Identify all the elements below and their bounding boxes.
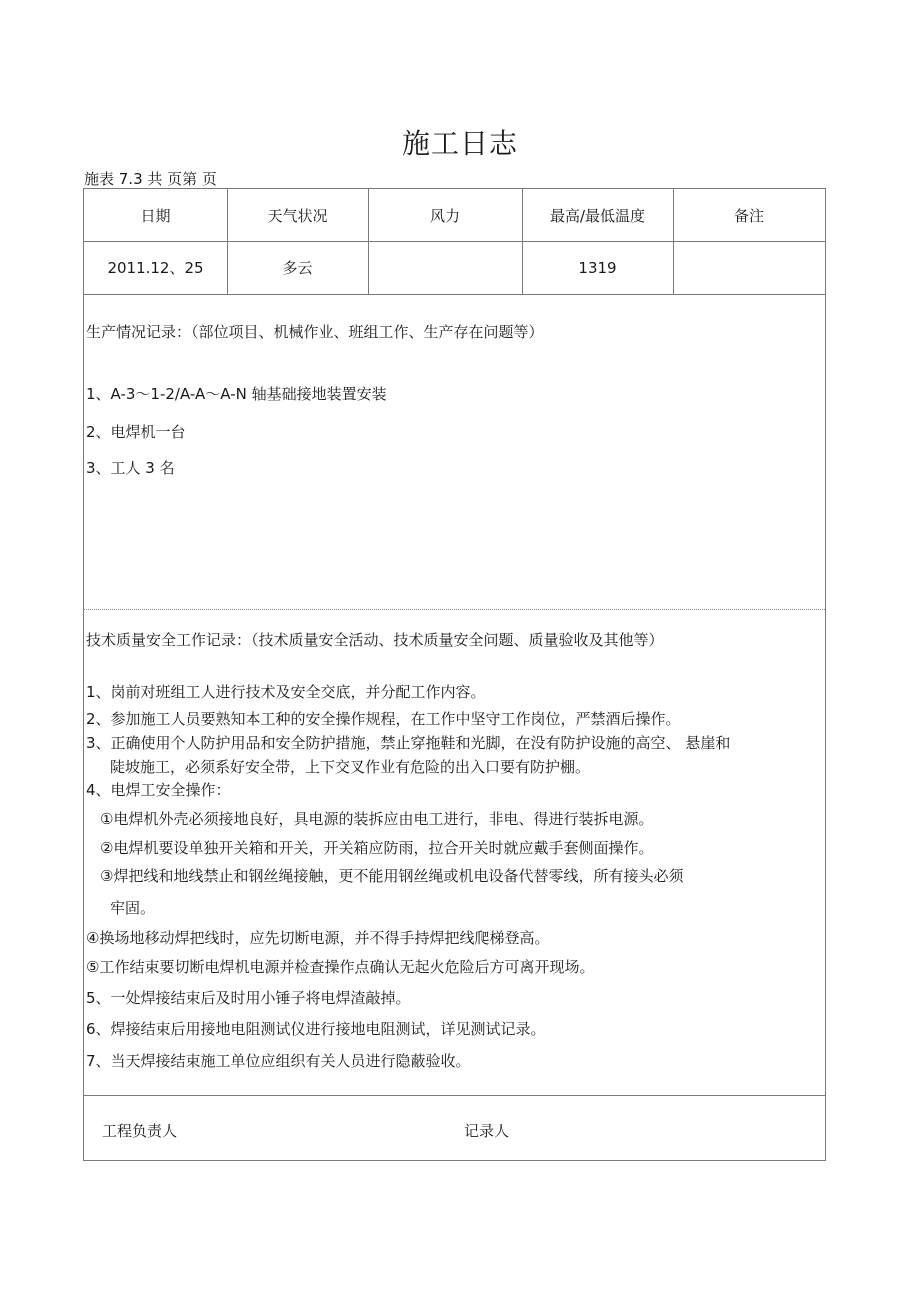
quality-line: 6、焊接结束后用接地电阻测试仪进行接地电阻测试，详见测试记录。 bbox=[86, 1020, 546, 1038]
value-weather: 多云 bbox=[282, 259, 313, 277]
header-temperature: 最高/最低温度 bbox=[549, 206, 646, 225]
production-item: 2、电焊机一台 bbox=[86, 423, 186, 441]
header-weather: 天气状况 bbox=[267, 206, 328, 225]
quality-heading: 技术质量安全工作记录：（技术质量安全活动、技术质量安全问题、质量验收及其他等） bbox=[86, 631, 664, 649]
value-date: 2011.12、25 bbox=[107, 259, 204, 277]
value-wind bbox=[368, 241, 522, 294]
row-divider bbox=[84, 294, 825, 295]
quality-line: 牢固。 bbox=[110, 899, 156, 917]
quality-line: 7、当天焊接结束施工单位应组织有关人员进行隐蔽验收。 bbox=[86, 1052, 471, 1070]
quality-line: ②电焊机要设单独开关箱和开关，开关箱应防雨，拉合开关时就应戴手套侧面操作。 bbox=[100, 839, 654, 857]
quality-line: 1、岗前对班组工人进行技术及安全交底，并分配工作内容。 bbox=[86, 683, 486, 701]
form-number: 施表 7.3 共 页第 页 bbox=[84, 170, 217, 188]
production-item: 3、工人 3 名 bbox=[86, 459, 175, 477]
quality-line: 4、电焊工安全操作： bbox=[86, 781, 231, 799]
page-title: 施工日志 bbox=[401, 127, 518, 160]
quality-line: 3、正确使用个人防护用品和安全防护措施，禁止穿拖鞋和光脚，在没有防护设施的高空、 悬崖和 bbox=[86, 734, 731, 752]
quality-line: ①电焊机外壳必须接地良好，具电源的装拆应由电工进行，非电、得进行装拆电源。 bbox=[100, 810, 654, 828]
recorder-label: 记录人 bbox=[464, 1122, 510, 1140]
production-heading: 生产情况记录：（部位项目、机械作业、班组工作、生产存在问题等） bbox=[86, 323, 544, 341]
production-item: 1、A-3～1-2/A-A～A-N 轴基础接地装置安装 bbox=[86, 385, 387, 403]
quality-line: ④换场地移动焊把线时，应先切断电源，并不得手持焊把线爬梯登高。 bbox=[86, 929, 550, 947]
section-divider bbox=[84, 1095, 825, 1096]
engineer-label: 工程负责人 bbox=[102, 1122, 178, 1140]
value-temperature: 1319 bbox=[578, 258, 617, 277]
value-remarks bbox=[673, 241, 825, 294]
quality-line: ③焊把线和地线禁止和钢丝绳接触，更不能用钢丝绳或机电设备代替零线，所有接头必须 bbox=[100, 867, 684, 885]
quality-line: ⑤工作结束要切断电焊机电源并检查操作点确认无起火危险后方可离开现场。 bbox=[86, 958, 595, 976]
header-remarks: 备注 bbox=[733, 206, 764, 225]
quality-line: 5、一处焊接结束后及时用小锤子将电焊渣敲掉。 bbox=[86, 989, 411, 1007]
quality-line: 陡坡施工，必须系好安全带，上下交叉作业有危险的出入口要有防护棚。 bbox=[110, 758, 591, 776]
header-wind: 风力 bbox=[429, 206, 460, 225]
quality-line: 2、参加施工人员要熟知本工种的安全操作规程，在工作中坚守工作岗位，严禁酒后操作。 bbox=[86, 710, 681, 728]
log-table bbox=[83, 188, 826, 1161]
header-date: 日期 bbox=[140, 206, 171, 225]
section-divider bbox=[84, 609, 825, 610]
